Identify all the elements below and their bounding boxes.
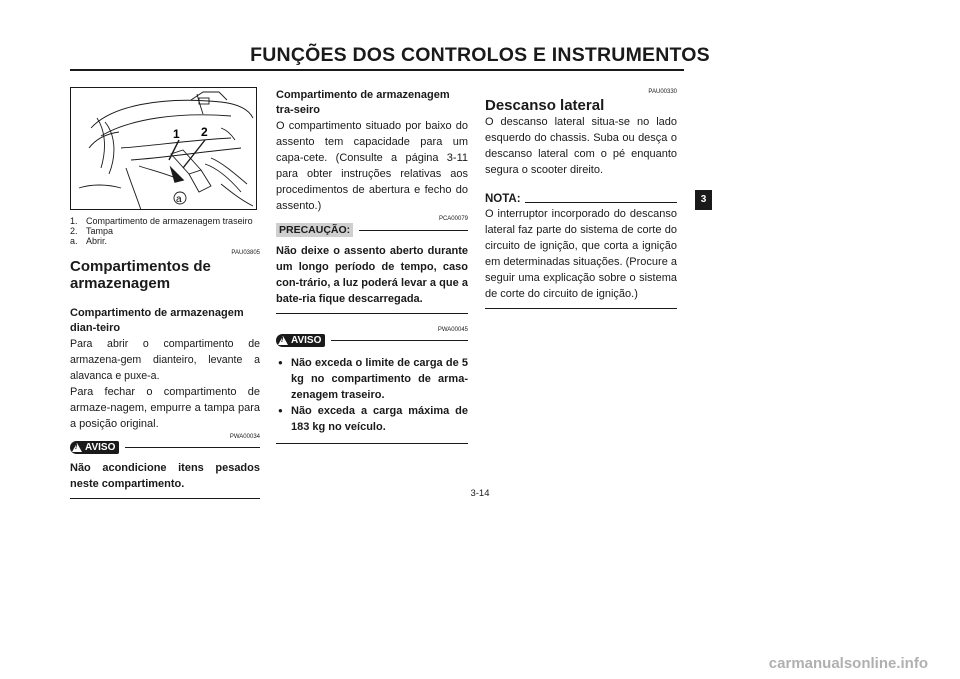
paragraph: Para abrir o compartimento de armazena-gem dianteiro, levante a alavanca e puxe-a. bbox=[70, 338, 260, 382]
section-code: PAU03805 bbox=[231, 250, 260, 256]
warning-code: PWA00045 bbox=[437, 327, 468, 333]
figure-caption bbox=[70, 216, 260, 246]
warning-text: Não acondicione itens pesados neste compartimento. bbox=[70, 462, 260, 490]
note-label: NOTA: bbox=[485, 193, 521, 205]
warning-header bbox=[276, 334, 468, 347]
list-item: ● Não exceda o limite de carga de 5 kg no compartimento de arma-zenagem traseiro. bbox=[276, 355, 468, 403]
page-number: 3-14 bbox=[470, 488, 490, 499]
caution-header bbox=[276, 223, 468, 237]
caution-rule bbox=[359, 230, 468, 231]
caption-item: a. Abrir. bbox=[70, 236, 108, 246]
warning-icon bbox=[278, 336, 288, 345]
warning-icon bbox=[72, 443, 82, 452]
paragraph: O compartimento situado por baixo do assento tem capacidade para um capa-cete. (Consulte a página 3-11 para obter instruções relativas aos procedimentos de abertura e fecho do assento.) bbox=[276, 120, 468, 212]
section-heading: Descanso lateral bbox=[485, 97, 605, 114]
note-end-rule bbox=[485, 308, 677, 309]
callout-a: a bbox=[176, 194, 182, 205]
caution-text: Não deixe o assento aberto durante um longo período de tempo, caso con-trário, a luz poderá levar a que a bate-ria fique descarregada. bbox=[276, 245, 468, 305]
caution-badge: PRECAUÇÃO: bbox=[276, 223, 353, 237]
section-heading: Compartimentos de armazenagem bbox=[70, 258, 211, 292]
warning-code: PWA00034 bbox=[229, 434, 260, 440]
warning-list bbox=[276, 355, 468, 435]
callout-2: 2 bbox=[201, 125, 208, 139]
middle-column bbox=[276, 88, 468, 444]
paragraph: Para fechar o compartimento de armaze-nagem, empurre a tampa para a posição original. bbox=[70, 386, 260, 430]
title-rule bbox=[70, 69, 684, 71]
note-rule bbox=[525, 202, 677, 203]
paragraph: O descanso lateral situa-se no lado esquerdo do chassis. Suba ou desça o descanso lateral com o pé enquanto segura o scooter direito. bbox=[485, 116, 677, 176]
chapter-tab: 3 bbox=[695, 190, 712, 210]
callout-1: 1 bbox=[173, 127, 180, 141]
watermark: carmanualsonline.info bbox=[768, 655, 928, 672]
page-title: FUNÇÕES DOS CONTROLOS E INSTRUMENTOS bbox=[250, 44, 710, 66]
warning-end-rule bbox=[276, 443, 468, 444]
warning-rule bbox=[125, 447, 260, 448]
section-code: PAU00330 bbox=[648, 89, 677, 95]
caption-item: 2. Tampa bbox=[70, 226, 114, 236]
note-text: O interruptor incorporado do descanso lateral faz parte do sistema de corte do circuito de ignição, que corta a ignição em determinadas situações. (Procure a seguir uma explicação sobre o sistema de corte do circuito de ignição.) bbox=[485, 208, 677, 300]
subsection-heading: Compartimento de armazenagem dian-teiro bbox=[70, 307, 244, 334]
warning-rule bbox=[331, 340, 468, 341]
note-header bbox=[485, 193, 677, 206]
warning-badge: ! AVISO bbox=[276, 334, 325, 347]
right-column bbox=[485, 88, 677, 309]
caption-item: 1. Compartimento de armazenagem traseiro bbox=[70, 216, 253, 226]
caution-code: PCA00079 bbox=[438, 216, 468, 222]
subsection-heading: Compartimento de armazenagem tra-seiro bbox=[276, 89, 450, 116]
warning-badge: ! AVISO bbox=[70, 441, 119, 454]
storage-compartment-illustration bbox=[70, 87, 257, 210]
left-column bbox=[70, 216, 260, 499]
scooter-seat-drawing bbox=[71, 88, 257, 210]
list-item: ● Não exceda a carga máxima de 183 kg no veículo. bbox=[276, 403, 468, 435]
warning-header bbox=[70, 441, 260, 454]
caution-end-rule bbox=[276, 313, 468, 314]
